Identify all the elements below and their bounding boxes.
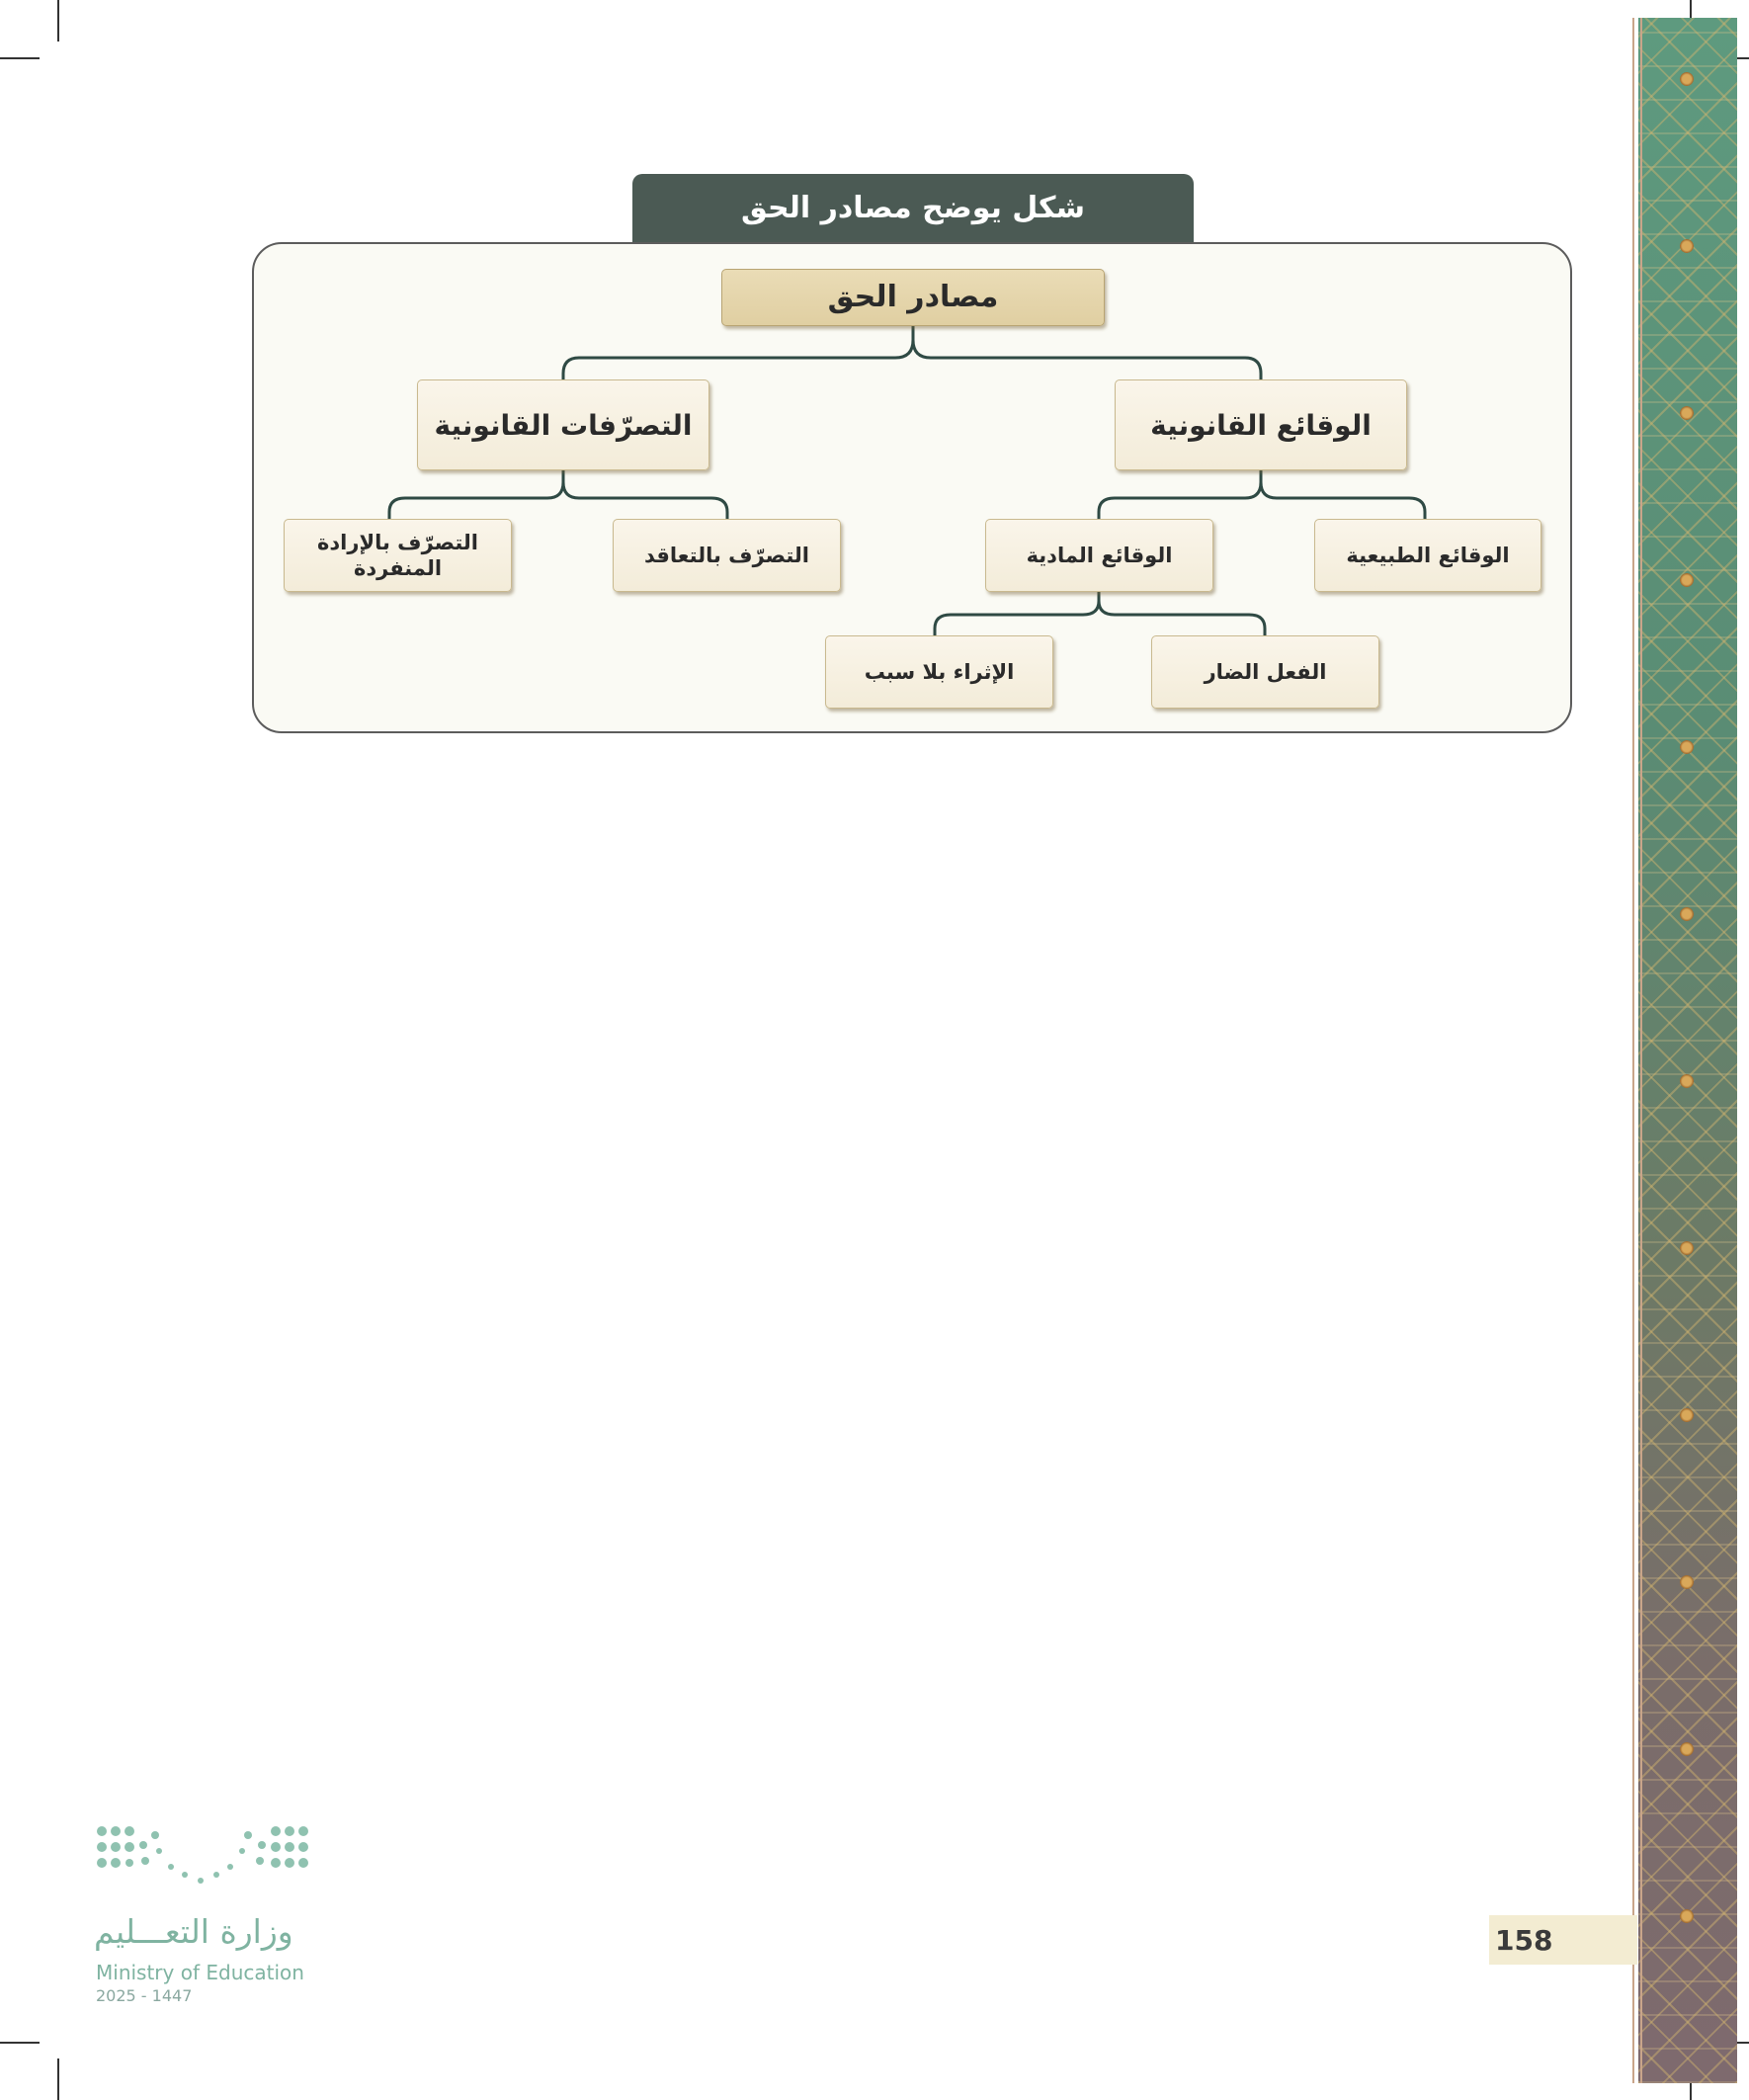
node-unilateral-act-line1: التصرّف بالإرادة (317, 530, 478, 554)
ministry-name-arabic: وزارة التعـــليم (94, 1912, 293, 1951)
node-natural-facts: الوقائع الطبيعية (1314, 519, 1541, 592)
border-divider-line (1640, 18, 1642, 2083)
node-unilateral-act-line2: المنفردة (353, 556, 443, 580)
border-ornament (1679, 71, 1695, 87)
figure-title: شكل يوضح مصادر الحق (632, 174, 1194, 242)
page-number: 158 (1489, 1915, 1637, 1965)
ministry-year: 2025 - 1447 (96, 1986, 193, 2005)
border-divider-line (1632, 18, 1634, 2083)
node-rights-sources: مصادر الحق (721, 269, 1105, 326)
border-ornament (1679, 1908, 1695, 1924)
border-ornament (1679, 238, 1695, 254)
border-ornament (1679, 1574, 1695, 1590)
node-contract-act: التصرّف بالتعاقد (613, 519, 841, 592)
border-ornament (1679, 1741, 1695, 1757)
node-unilateral-act (284, 519, 512, 592)
crop-mark (0, 2042, 40, 2044)
border-ornament (1679, 1407, 1695, 1423)
crop-mark (0, 57, 40, 59)
decorative-pattern-border (1638, 18, 1737, 2083)
ministry-logo-dots (94, 1823, 311, 1890)
border-ornament (1679, 906, 1695, 922)
crop-mark (57, 2058, 59, 2100)
node-unjust-enrichment: الإثراء بلا سبب (825, 635, 1053, 709)
crop-mark (57, 0, 59, 42)
border-ornament (1679, 1240, 1695, 1256)
node-harmful-act: الفعل الضار (1151, 635, 1379, 709)
border-ornament (1679, 739, 1695, 755)
node-legal-facts: الوقائع القانونية (1115, 379, 1407, 470)
border-ornament (1679, 572, 1695, 588)
ministry-name-english: Ministry of Education (96, 1961, 304, 1984)
node-material-facts: الوقائع المادية (985, 519, 1213, 592)
border-ornament (1679, 1073, 1695, 1089)
border-ornament (1679, 405, 1695, 421)
node-legal-acts: التصرّفات القانونية (417, 379, 709, 470)
